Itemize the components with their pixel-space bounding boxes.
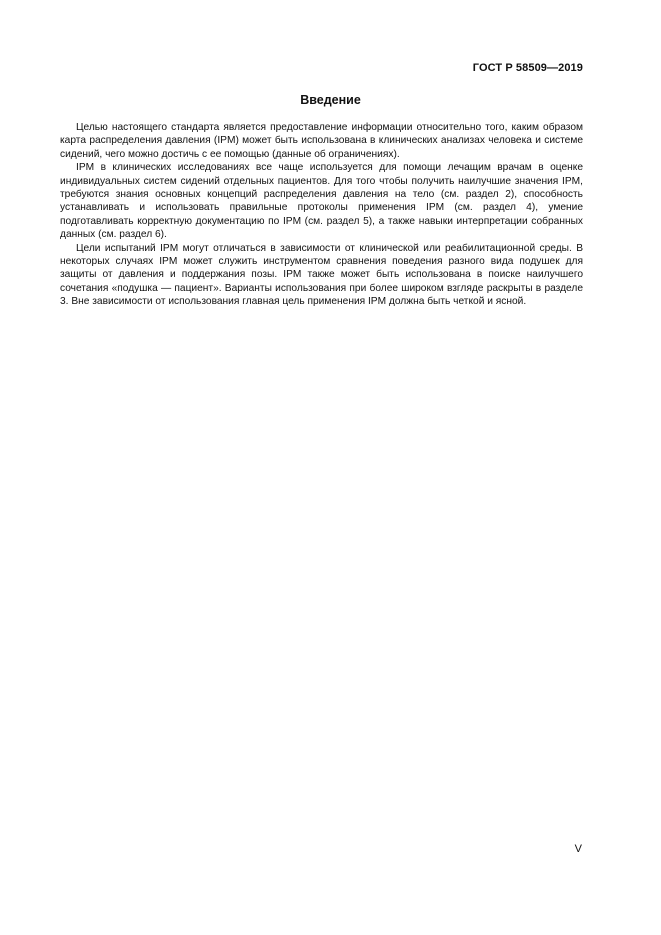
paragraph-1: Целью настоящего стандарта является предоставление информации относительно того, каким образом карта распределения давления (IPM) может быть использована в клинических анализах человека и системе сидений, чего можно достичь с ее помощью (данные об ограничениях). [60,122,583,160]
standard-designation: ГОСТ Р 58509—2019 [472,62,583,74]
paragraph-2: IPM в клинических исследованиях все чаще используется для помощи лечащим врачам в оценке индивидуальных систем сидений отдельных пациентов. Для того чтобы получить наилучшие значения IPM, требуются знания основных концепций распределения давления на тело (см. раздел 2), способность устанавливать и использовать правильные протоколы применения IPM (см. раздел 4), умение подготавливать корректную документацию по IPM (см. раздел 5), а также навыки интерпретации собранных данных (см. раздел 6). [60,162,583,241]
section-title: Введение [300,93,361,107]
page-number: V [574,843,582,855]
paragraph-3: Цели испытаний IPM могут отличаться в зависимости от клинической или реабилитационной среды. В некоторых случаях IPM может служить инструментом сравнения поведения разного вида подушек для защиты от давления и поддержания позы. IPM также может быть использована в поиске наилучшего сочетания «подушка — пациент». Варианты использования при более широком взгляде раскрыты в разделе 3. Вне зависимости от использования главная цель применения IPM должна быть четкой и ясной. [60,242,583,308]
body-text [60,121,583,309]
